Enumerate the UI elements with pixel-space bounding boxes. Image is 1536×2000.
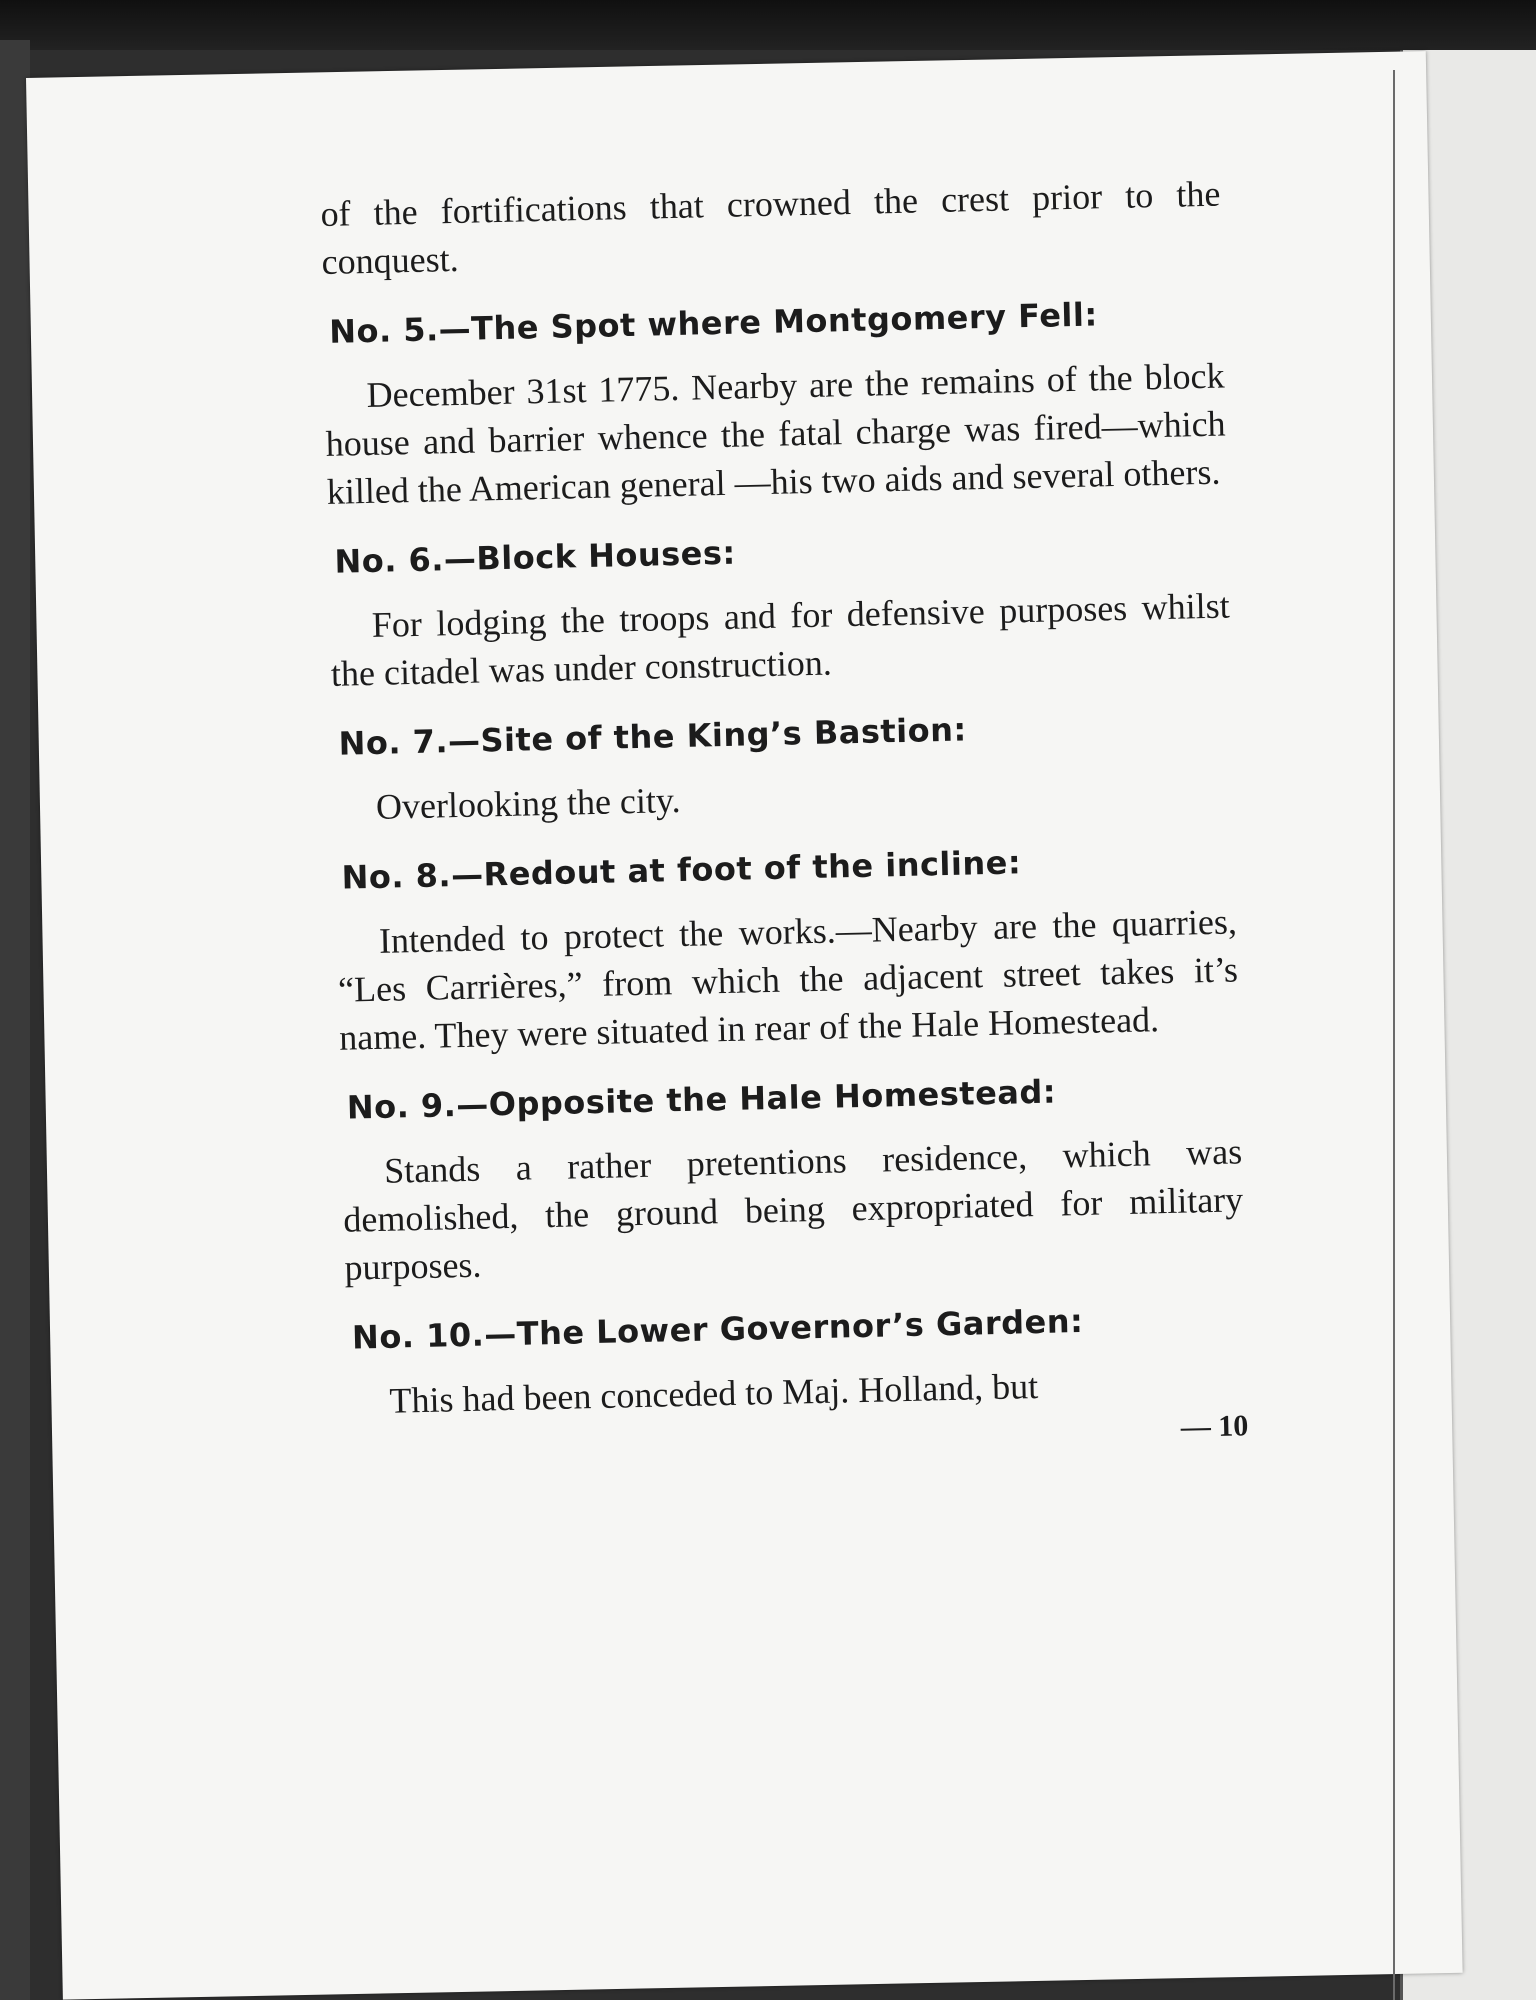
- section-heading-10: No. 10.—The Lower Governor’s Garden:: [351, 1301, 1084, 1357]
- section-text-8: Intended to protect the works.—Nearby are the quarries, “Les Carrières,” from which the adjacent street takes it’s name. They were situated in rear of the Hale Homestead.: [337, 901, 1239, 1058]
- page-number: — 10: [1180, 1409, 1249, 1444]
- section-heading-8: No. 8.—Redout at foot of the incline:: [341, 843, 1022, 897]
- section-text-9: Stands a rather pretentions residence, which was demolished, the ground being expropriated for military purposes.: [342, 1131, 1244, 1288]
- scan-left-border: [0, 40, 30, 2000]
- section-text-5: December 31st 1775. Nearby are the remains of the block house and barrier whence the fatal charge was fired—which killed the American general —his two aids and several others.: [325, 355, 1226, 512]
- section-text-7: Overlooking the city.: [375, 779, 681, 827]
- page-gutter: [1393, 70, 1395, 2000]
- intro-paragraph: of the fortifications that crowned the crest prior to the conquest.: [320, 173, 1221, 282]
- section-heading-5: No. 5.—The Spot where Montgomery Fell:: [328, 295, 1099, 351]
- section-text-6: For lodging the troops and for defensive purposes whilst the citadel was under construction.: [330, 585, 1231, 694]
- section-heading-6: No. 6.—Block Houses:: [334, 533, 737, 581]
- scan-top-border: [0, 0, 1536, 50]
- section-heading-9: No. 9.—Opposite the Hale Homestead:: [346, 1072, 1057, 1127]
- section-heading-7: No. 7.—Site of the King’s Bastion:: [338, 710, 968, 763]
- page-content: [320, 170, 1249, 1464]
- section-text-10: This had been conceded to Maj. Holland, but: [389, 1366, 1039, 1421]
